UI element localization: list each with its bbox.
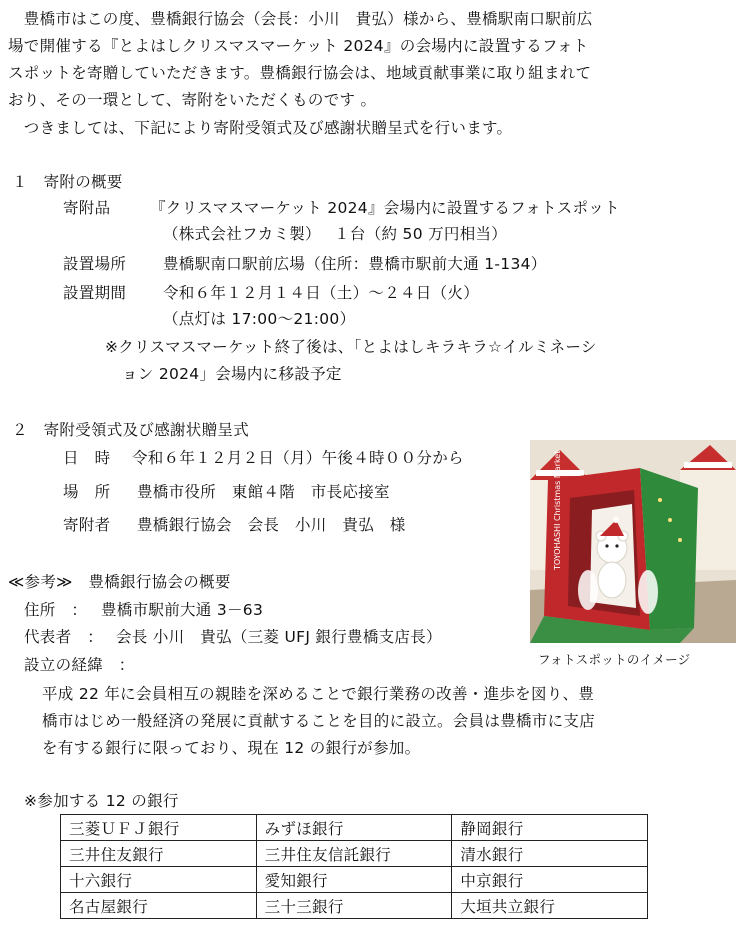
datetime-value: 令和６年１２月２日（月）午後４時００分から xyxy=(132,449,464,467)
period-value-2: （点灯は 17:00～21:00） xyxy=(163,310,356,328)
history-label: 設立の経緯 ： xyxy=(24,656,135,674)
representative-label: 代表者 ： xyxy=(24,628,104,646)
table-cell: 大垣共立銀行 xyxy=(452,893,648,919)
relocation-note: ※クリスマスマーケット終了後は、「とよはしキラキラ☆イルミネーシ xyxy=(105,338,597,356)
photo-caption: フォトスポットのイメージ xyxy=(538,652,691,667)
table-cell: 静岡銀行 xyxy=(452,815,648,841)
section1-heading: １ 寄附の概要 xyxy=(12,173,123,191)
intro-line: おり、その一環として、寄附をいただくものです 。 xyxy=(8,91,377,109)
photo-spot-illustration xyxy=(530,440,736,643)
place-label: 設置場所 xyxy=(63,255,127,273)
section2-heading: ２ 寄附受領式及び感謝状贈呈式 xyxy=(12,421,250,439)
relocation-note-2: ョン 2024」会場内に移設予定 xyxy=(122,365,342,383)
table-row xyxy=(61,841,648,867)
venue-value: 豊橋市役所 東館４階 市長応接室 xyxy=(137,483,390,501)
history-line: を有する銀行に限っており、現在 12 の銀行が参加。 xyxy=(42,739,421,757)
address-value: 豊橋市駅前大通 3－63 xyxy=(101,601,264,619)
photo-sign-text: TOYOHASHI Christmas Market xyxy=(553,450,562,570)
intro-line: スポットを寄贈していただきます。豊橋銀行協会は、地域貢献事業に取り組まれて xyxy=(8,64,592,82)
photo-spot-image xyxy=(530,440,736,643)
banks-table xyxy=(60,814,648,919)
table-row xyxy=(61,815,648,841)
reference-heading: ≪参考≫ 豊橋銀行協会の概要 xyxy=(8,573,231,591)
place-value: 豊橋駅南口駅前広場（住所：豊橋市駅前大通 1-134） xyxy=(163,255,547,273)
table-cell: 清水銀行 xyxy=(452,841,648,867)
table-cell: 中京銀行 xyxy=(452,867,648,893)
table-cell: みずほ銀行 xyxy=(256,815,452,841)
table-cell: 愛知銀行 xyxy=(256,867,452,893)
donor-value: 豊橋銀行協会 会長 小川 貴弘 様 xyxy=(137,516,406,534)
table-cell: 三十三銀行 xyxy=(256,893,452,919)
history-line: 橋市はじめ一般経済の発展に貢献することを目的に設立。会員は豊橋市に支店 xyxy=(42,712,596,730)
table-row xyxy=(61,867,648,893)
intro-line: 場で開催する『とよはしクリスマスマーケット 2024』の会場内に設置するフォト xyxy=(8,37,589,55)
period-label: 設置期間 xyxy=(63,284,127,302)
venue-label: 場 所 xyxy=(63,483,111,501)
table-cell: 十六銀行 xyxy=(61,867,257,893)
datetime-label: 日 時 xyxy=(63,449,111,467)
table-cell: 名古屋銀行 xyxy=(61,893,257,919)
address-label: 住所 ： xyxy=(24,601,88,619)
item-label: 寄附品 xyxy=(63,199,111,217)
table-cell: 三井住友信託銀行 xyxy=(256,841,452,867)
intro-line: 豊橋市はこの度、豊橋銀行協会（会長：小川 貴弘）様から、豊橋駅南口駅前広 xyxy=(8,10,593,28)
table-row xyxy=(61,893,648,919)
banks-heading: ※参加する 12 の銀行 xyxy=(24,792,179,810)
period-value: 令和６年１２月１４日（土）～２４日（火） xyxy=(163,284,480,302)
donor-label: 寄附者 xyxy=(63,516,111,534)
item-value: 『クリスマスマーケット 2024』会場内に設置するフォトスポット xyxy=(150,199,620,217)
representative-value: 会長 小川 貴弘（三菱 UFJ 銀行豊橋支店長） xyxy=(116,628,442,646)
history-line: 平成 22 年に会員相互の親睦を深めることで銀行業務の改善・進歩を図り、豊 xyxy=(42,685,595,703)
item-value-2: （株式会社フカミ製） １台（約 50 万円相当） xyxy=(163,225,508,243)
intro-line: つきましては、下記により寄附受領式及び感謝状贈呈式を行います。 xyxy=(8,119,513,137)
table-cell: 三井住友銀行 xyxy=(61,841,257,867)
table-cell: 三菱ＵＦＪ銀行 xyxy=(61,815,257,841)
